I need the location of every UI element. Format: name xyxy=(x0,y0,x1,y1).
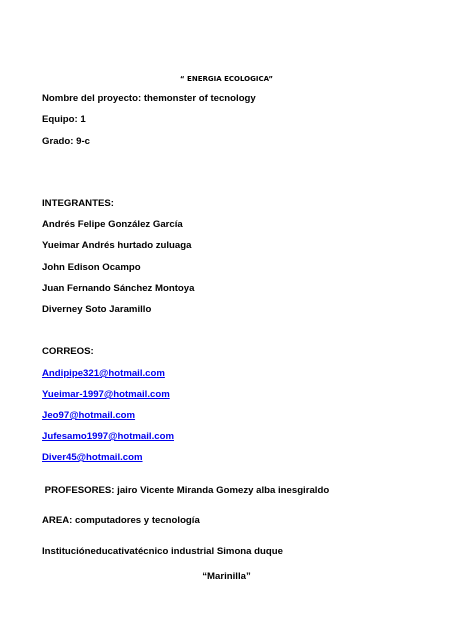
email-link[interactable]: Andipipe321@hotmail.com xyxy=(42,368,165,379)
team-line: Equipo: 1 xyxy=(42,114,86,125)
members-heading: INTEGRANTES: xyxy=(42,198,114,209)
document-title: “ ENERGIA ECOLOGICA” xyxy=(180,75,273,83)
member-item: Yueimar Andrés hurtado zuluaga xyxy=(42,240,192,251)
email-link[interactable]: Jufesamo1997@hotmail.com xyxy=(42,431,174,442)
email-link[interactable]: Diver45@hotmail.com xyxy=(42,452,143,463)
project-name-line: Nombre del proyecto: themonster of tecnology xyxy=(42,93,256,104)
city-line: “Marinilla” xyxy=(202,571,251,582)
member-item: Juan Fernando Sánchez Montoya xyxy=(42,283,195,294)
member-item: Andrés Felipe González García xyxy=(42,219,183,230)
email-link[interactable]: Yueimar-1997@hotmail.com xyxy=(42,389,170,400)
area-line: AREA: computadores y tecnología xyxy=(42,515,200,526)
institution-line: Institucióneducativatécnico industrial Simona duque xyxy=(42,546,283,557)
member-item: John Edison Ocampo xyxy=(42,262,141,273)
email-link[interactable]: Jeo97@hotmail.com xyxy=(42,410,136,421)
grade-line: Grado: 9-c xyxy=(42,136,90,147)
emails-heading: CORREOS: xyxy=(42,346,94,357)
teachers-line: PROFESORES: jairo Vicente Miranda Gomezy alba inesgiraldo xyxy=(42,485,330,496)
member-item: Diverney Soto Jaramillo xyxy=(42,304,152,315)
